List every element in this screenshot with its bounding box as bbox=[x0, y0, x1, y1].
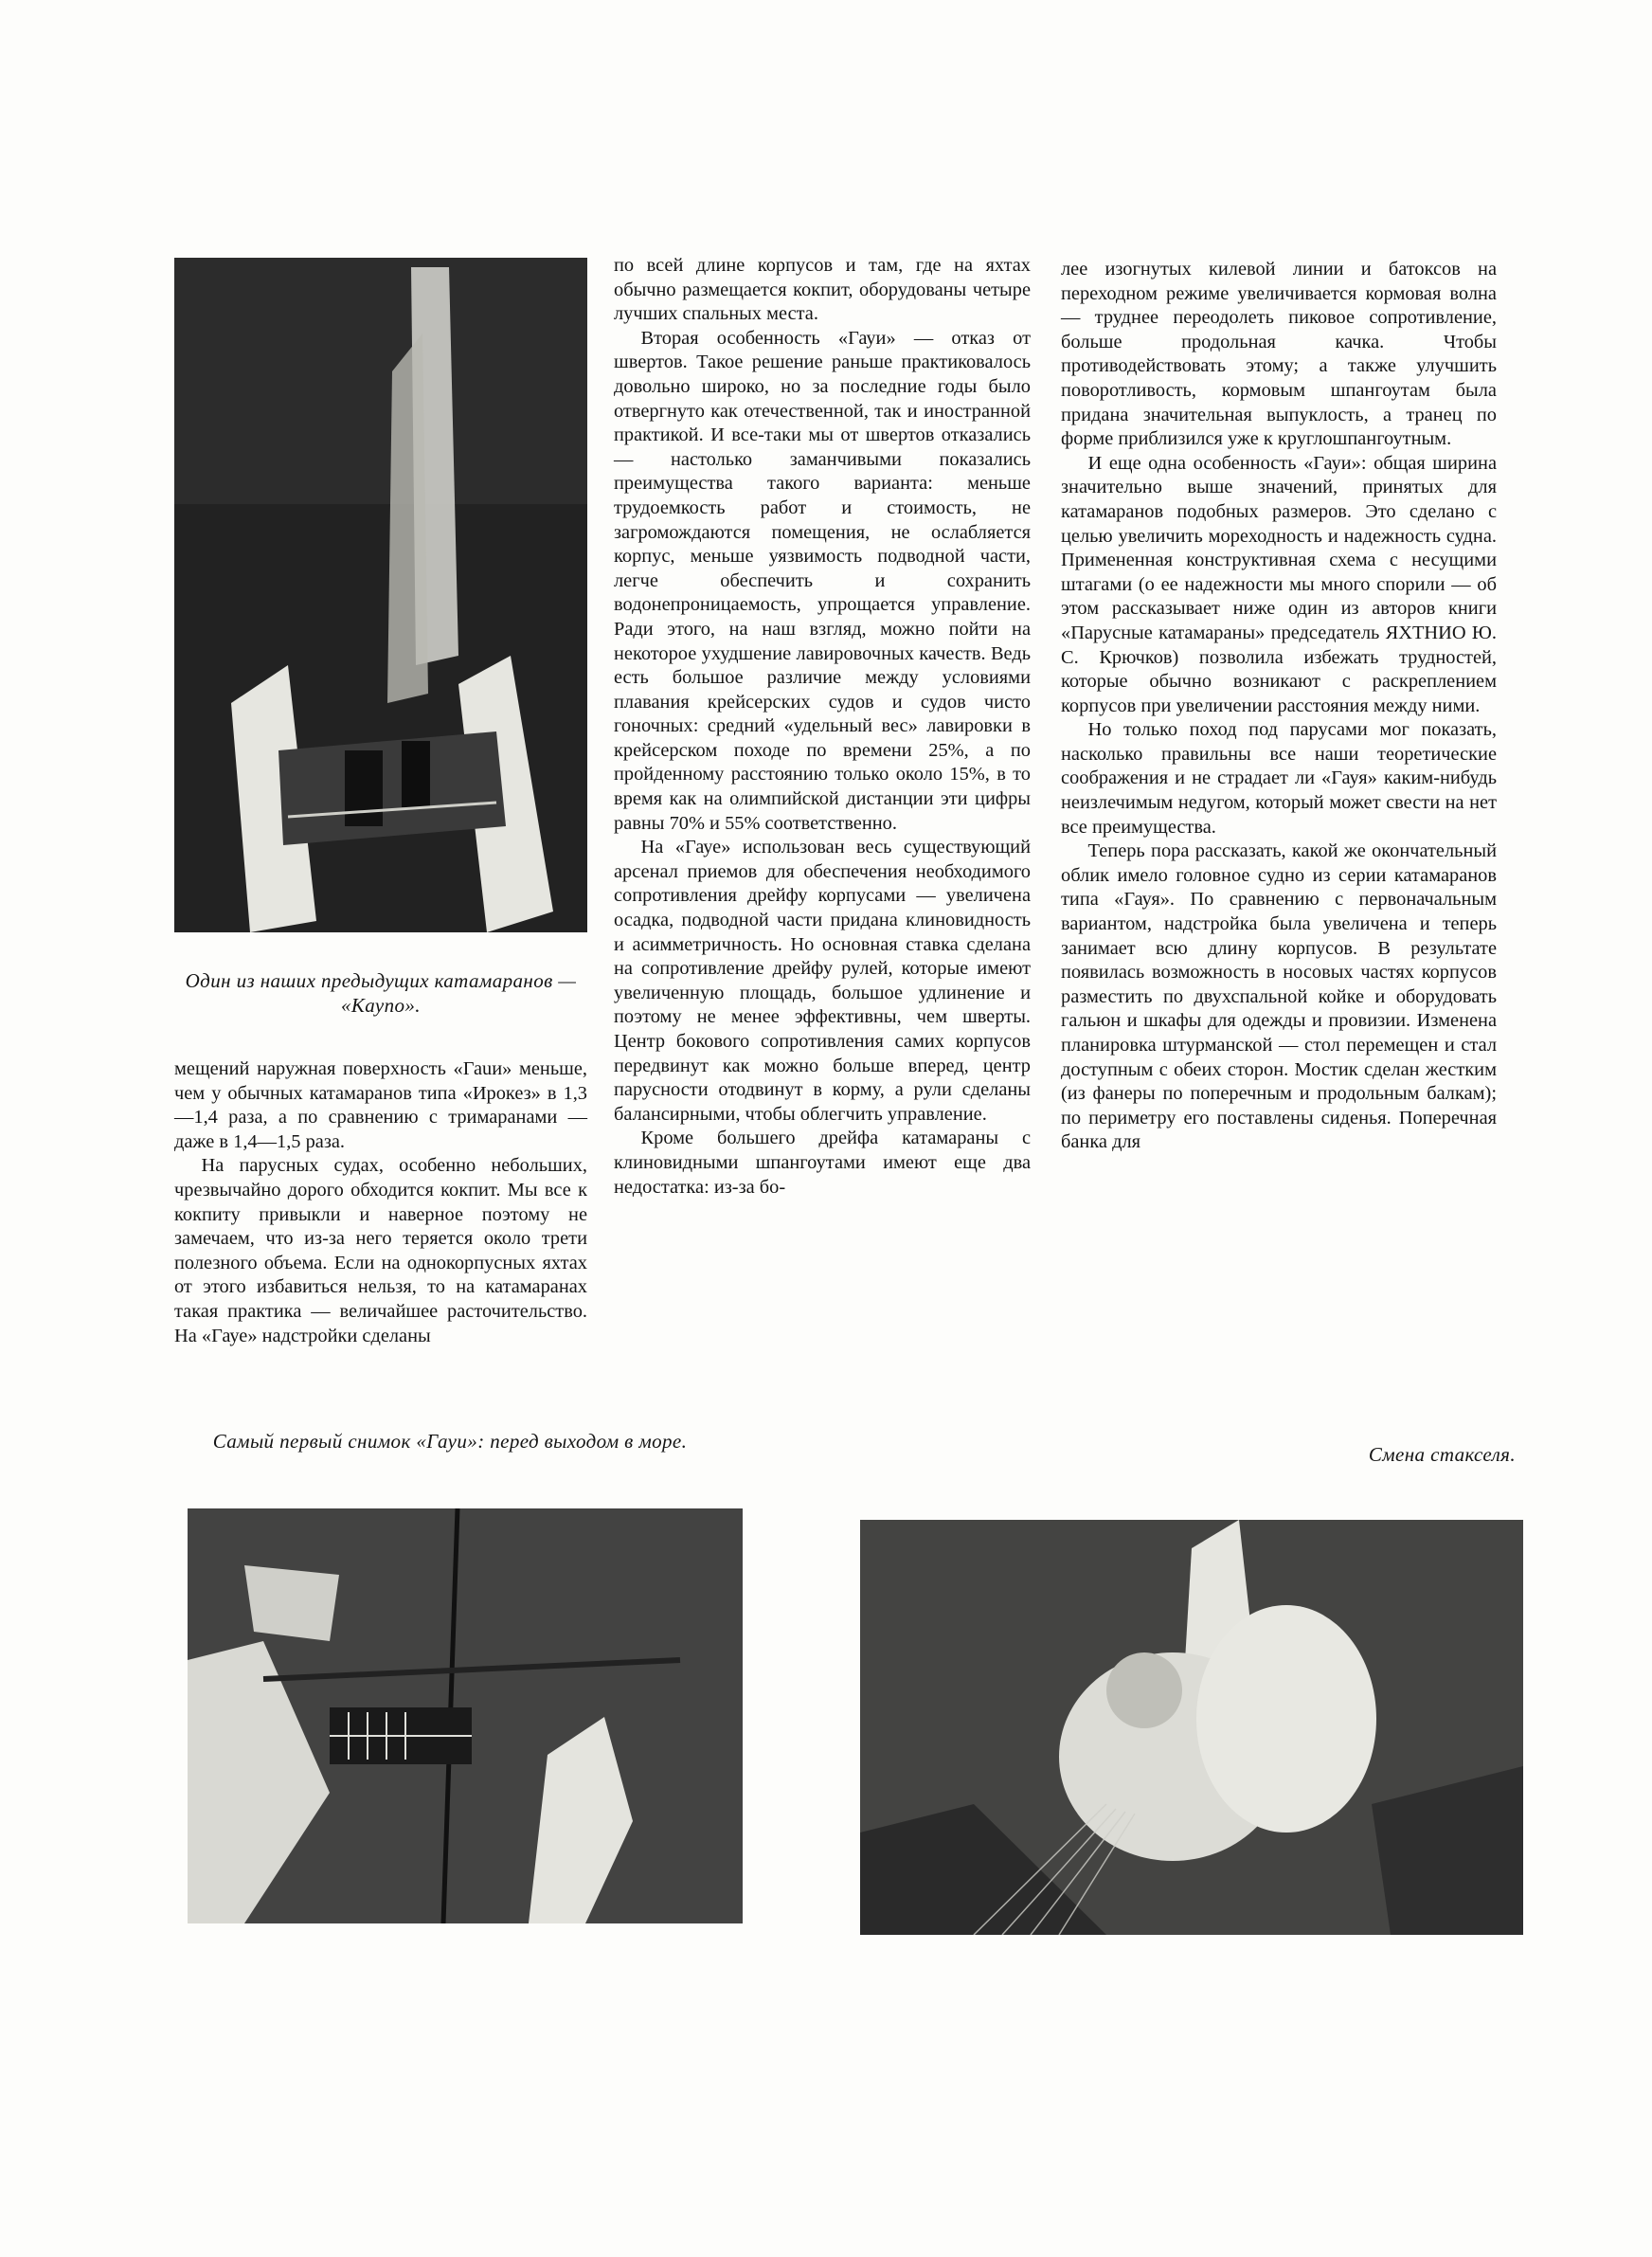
paragraph: лее изогнутых килевой линии и батоксов на переходном режиме увеличивается кормовая волна — труднее переодолеть пиковое сопротивление, больше продольная качка. Чтобы противодействовать этому; а также улучшить поворотливость, кормовым шпангоутам была придана значительная выпуклость, а транец по форме приблизился уже к круглошпангоутным. bbox=[1061, 259, 1497, 450]
first-photo-image bbox=[188, 1508, 743, 1923]
paragraph: Кроме большего дрейфа катамараны с клиновидными шпангоутами имеют еще два недостатка: из-за бо- bbox=[614, 1128, 1031, 1198]
paragraph: Теперь пора рассказать, какой же окончательный облик имело головное судно из серии катамаранов типа «Гауя». По сравнению с первоначальным вариантом, надстройка была увеличена и теперь занимает всю длину корпусов. В результате появилась возможность в носовых частях корпусов разместить по двухспальной койке и оборудовать гальюн и шкафы для одежды и провизии. Изменена планировка штурманской — стол перемещен и стал доступным с обеих сторон. Мостик сделан жестким (из фанеры по поперечным и продольным балкам); по периметру его поставлены сиденья. Поперечная банка для bbox=[1061, 840, 1497, 1153]
paragraph: И еще одна особенность «Гауи»: общая ширина значительно выше значений, принятых для катамаранов подобных размеров. Это сделано с целью увеличить мореходность и надежность судна. Примененная конструктивная схема с несущими штагами (о ее надежности мы много спорили — об этом рассказывает ниже один из авторов книги «Парусные катамараны» председатель ЯХТНИО Ю. С. Крючков) позволила избежать трудностей, которые обычно возникают с раскреплением корпусов при увеличении расстояния между ними. bbox=[1061, 452, 1497, 716]
first-photo-caption: Самый первый снимок «Гауи»: перед выходом в море. bbox=[212, 1430, 688, 1453]
paragraph: по всей длине корпусов и там, где на яхтах обычно размещается кокпит, оборудованы четыре лучших спальных места. bbox=[614, 255, 1031, 325]
paragraph: На «Гауе» использован весь существующий арсенал приемов для обеспечения необходимого сопротивления дрейфу корпусами — увеличена осадка, подводной части придана клиновидность и асимметричность. Но основная ставка сделана на сопротивление дрейфу рулей, которые имеют увеличенную площадь, большое удлинение и поэтому не менее эффективны, чем шверты. Центр бокового сопротивления самих корпусов передвинут как можно больше вперед, центр парусности отодвинут в корму, а рули сделаны балансирными, чтобы облегчить управление. bbox=[614, 837, 1031, 1125]
staysail-photo-image bbox=[860, 1520, 1523, 1935]
text-column-2 bbox=[614, 254, 1031, 1200]
kaupo-photo bbox=[174, 258, 587, 932]
text-column-3 bbox=[1061, 258, 1497, 1155]
staysail-caption: Смена стакселя. bbox=[1368, 1443, 1516, 1466]
kaupo-photo-image bbox=[174, 258, 587, 932]
paragraph: Но только поход под парусами мог показать, насколько правильны все наши теоретические соображения и не страдает ли «Гауя» каким-нибудь неизлечимым недугом, который может свести на нет все преимущества. bbox=[1061, 719, 1497, 838]
first-photo bbox=[188, 1508, 743, 1923]
text-column-1 bbox=[174, 258, 587, 1348]
paragraph: Вторая особенность «Гауи» — отказ от швертов. Такое решение раньше практиковалось довольно широко, но за последние годы было отвергнуто как отечественной, так и иностранной практикой. И все-таки мы от швертов отказались — настолько заманчивыми показались преимущества такого варианта: меньше трудоемкость работ и стоимость, не загромождаются помещения, не ослабляется корпус, меньше уязвимость подводной части, легче обеспечить и сохранить водонепроницаемость, упрощается управление. Ради этого, на наш взгляд, можно пойти на некоторое ухудшение лавировочных качеств. Ведь есть большое различие между условиями плавания крейсерских судов и судов чисто гоночных: средний «удельный вес» лавировки в крейсерском походе по времени 25%, а по пройденному расстоянию только около 15%, в то время как на олимпийской дистанции эти цифры равны 70% и 55% соответственно. bbox=[614, 327, 1031, 834]
paragraph: На парусных судах, особенно небольших, чрезвычайно дорого обходится кокпит. Мы все к кокпиту привыкли и наверное поэтому не замечаем, что из-за него теряется около трети полезного объема. Если на однокорпусных яхтах от этого избавиться нельзя, то на катамаранах такая практика — величайшее расточительство. На «Гауе» надстройки сделаны bbox=[174, 1155, 587, 1346]
kaupo-caption: Один из наших предыдущих катамаранов — «Каупо». bbox=[185, 969, 577, 1017]
paragraph: мещений наружная поверхность «Гаuи» меньше, чем у обычных катамаранов типа «Ирокез» в 1,3—1,4 раза, а по сравнению с тримаранами — даже в 1,4—1,5 раза. bbox=[174, 1058, 587, 1152]
staysail-photo bbox=[860, 1520, 1523, 1935]
